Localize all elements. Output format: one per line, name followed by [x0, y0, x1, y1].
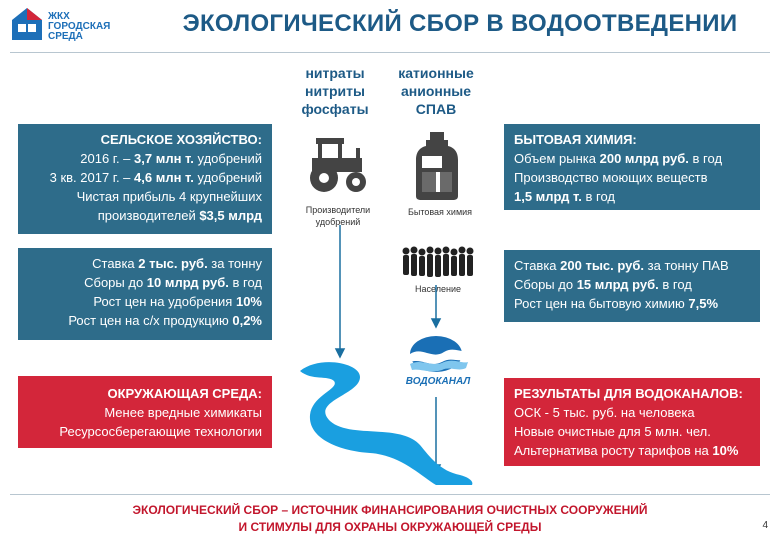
environment-heading: ОКРУЖАЮЩАЯ СРЕДА: [107, 386, 262, 401]
pollutants-left-label [290, 64, 380, 118]
agri-rate-row-4 [28, 311, 262, 330]
agri-rate-row-3 [28, 292, 262, 311]
agriculture-row-4-bold: $3,5 млрд [199, 208, 262, 223]
results-row-3 [514, 441, 750, 460]
agri-rate-row-4-text: Рост цен на с/х продукцию [68, 313, 233, 328]
household-rate-row-2 [514, 275, 750, 294]
household-row-1-text: Объем рынка [514, 151, 600, 166]
agriculture-row-1-suffix: удобрений [193, 151, 262, 166]
logo-line-2: ГОРОДСКАЯ [48, 21, 111, 32]
pollutant-cationic: катионные [398, 65, 474, 81]
agriculture-row-3: Чистая прибыль 4 крупнейших [76, 189, 262, 204]
population-arrow-head [432, 319, 440, 327]
household-rate-row-1-text: Ставка [514, 258, 561, 273]
household-rate-row-2-bold: 15 млрд руб. [576, 277, 659, 292]
household-row-2: Производство моющих веществ [514, 170, 708, 185]
tractor-arrow-head [336, 349, 344, 357]
logo [10, 6, 130, 46]
agri-rate-row-2-text: Сборы до [84, 275, 147, 290]
household-heading: БЫТОВАЯ ХИМИЯ: [514, 132, 637, 147]
results-row-1: ОСК - 5 тыс. руб. на человека [514, 405, 695, 420]
results-heading: РЕЗУЛЬТАТЫ ДЛЯ ВОДОКАНАЛОВ: [514, 386, 743, 401]
household-box [504, 124, 760, 210]
agriculture-row-1-text: 2016 г. – [80, 151, 135, 166]
pollutant-anionic: анионные [400, 83, 472, 99]
agriculture-row-4-text: производителей [97, 208, 200, 223]
household-row-1 [514, 149, 750, 168]
agriculture-row-4 [28, 206, 262, 225]
agri-rate-row-2-suffix: в год [228, 275, 262, 290]
agri-rate-row-3-text: Рост цен на удобрения [93, 294, 236, 309]
household-row-3-bold: 1,5 млрд т. [514, 189, 582, 204]
agri-rate-row-2 [28, 273, 262, 292]
pollutants-right-label [390, 64, 482, 118]
agri-rate-row-1-bold: 2 тыс. руб. [138, 256, 208, 271]
agri-rate-row-3-bold: 10% [235, 294, 262, 309]
bottom-divider [10, 494, 770, 495]
page-title: ЭКОЛОГИЧЕСКИЙ СБОР В ВОДООТВЕДЕНИИ [182, 10, 738, 37]
agri-rate-row-2-bold: 10 млрд руб. [146, 275, 229, 290]
results-row-3-bold: 10% [712, 443, 739, 458]
results-row-2: Новые очистные для 5 млн. чел. [514, 424, 711, 439]
household-row-3 [514, 187, 750, 206]
tractor-icon [302, 134, 372, 196]
agriculture-rates-box [18, 248, 272, 340]
results-box [504, 378, 760, 466]
household-rate-row-3 [514, 294, 750, 313]
agriculture-row-2-bold: 4,6 млн т. [134, 170, 194, 185]
agriculture-box [18, 124, 272, 234]
top-divider [10, 52, 770, 53]
detergent-bottle-icon [412, 130, 462, 202]
household-rate-row-1-bold: 200 тыс. руб. [560, 258, 645, 273]
vodokanal-label: ВОДОКАНАЛ [405, 376, 471, 387]
agriculture-row-1-bold: 3,7 млн т. [134, 151, 194, 166]
environment-box [18, 376, 272, 448]
household-rate-row-3-text: Рост цен на бытовую химию [514, 296, 689, 311]
flow-diagram [290, 225, 480, 487]
chemicals-caption: Бытовая химия [407, 207, 473, 217]
environment-row-2: Ресурсосберегающие технологии [59, 424, 262, 439]
household-rate-row-1 [514, 256, 750, 275]
pollutant-nitrates: нитраты [305, 65, 365, 81]
pollutant-phosphates: фосфаты [301, 101, 369, 117]
household-rate-row-3-bold: 7,5% [688, 296, 719, 311]
logo-line-1: ЖКХ [48, 11, 70, 22]
agriculture-heading: СЕЛЬСКОЕ ХОЗЯЙСТВО: [100, 132, 262, 147]
footer-tagline [80, 502, 700, 536]
agri-rate-row-1-text: Ставка [92, 256, 139, 271]
household-row-1-bold: 200 млрд руб. [599, 151, 689, 166]
agriculture-row-1 [28, 149, 262, 168]
page-number: 4 [762, 520, 768, 531]
household-row-3-suffix: в год [581, 189, 616, 204]
environment-row-1: Менее вредные химикаты [104, 405, 262, 420]
household-rate-row-1-suffix: за тонну ПАВ [644, 258, 729, 273]
household-rates-box [504, 250, 760, 322]
results-row-3-text: Альтернатива росту тарифов на [514, 443, 713, 458]
footer-line-2: И СТИМУЛЫ ДЛЯ ОХРАНЫ ОКРУЖАЮЩЕЙ СРЕДЫ [238, 520, 542, 534]
agriculture-row-2-text: 3 кв. 2017 г. – [49, 170, 135, 185]
household-rate-row-2-text: Сборы до [514, 277, 577, 292]
agriculture-row-2 [28, 168, 262, 187]
agri-rate-row-4-bold: 0,2% [232, 313, 262, 328]
agri-rate-row-1-suffix: за тонну [207, 256, 262, 271]
footer-line-1: ЭКОЛОГИЧЕСКИЙ СБОР – ИСТОЧНИК ФИНАНСИРОВАНИЯ ОЧИСТНЫХ СООРУЖЕНИЙ [132, 503, 648, 517]
logo-line-3: СРЕДА [48, 31, 83, 42]
river-shape [300, 362, 472, 485]
pollutant-nitrites: нитриты [305, 83, 365, 99]
agri-rate-row-1 [28, 254, 262, 273]
tractor-caption-line-2: удобрений [315, 217, 361, 227]
tractor-caption-line-1: Производители [305, 205, 371, 215]
household-row-1-suffix: в год [688, 151, 723, 166]
population-caption: Население [415, 284, 461, 294]
agriculture-row-2-suffix: удобрений [193, 170, 262, 185]
house-logo-icon [10, 6, 44, 42]
household-rate-row-2-suffix: в год [658, 277, 692, 292]
pollutant-surfactants: СПАВ [415, 101, 457, 117]
